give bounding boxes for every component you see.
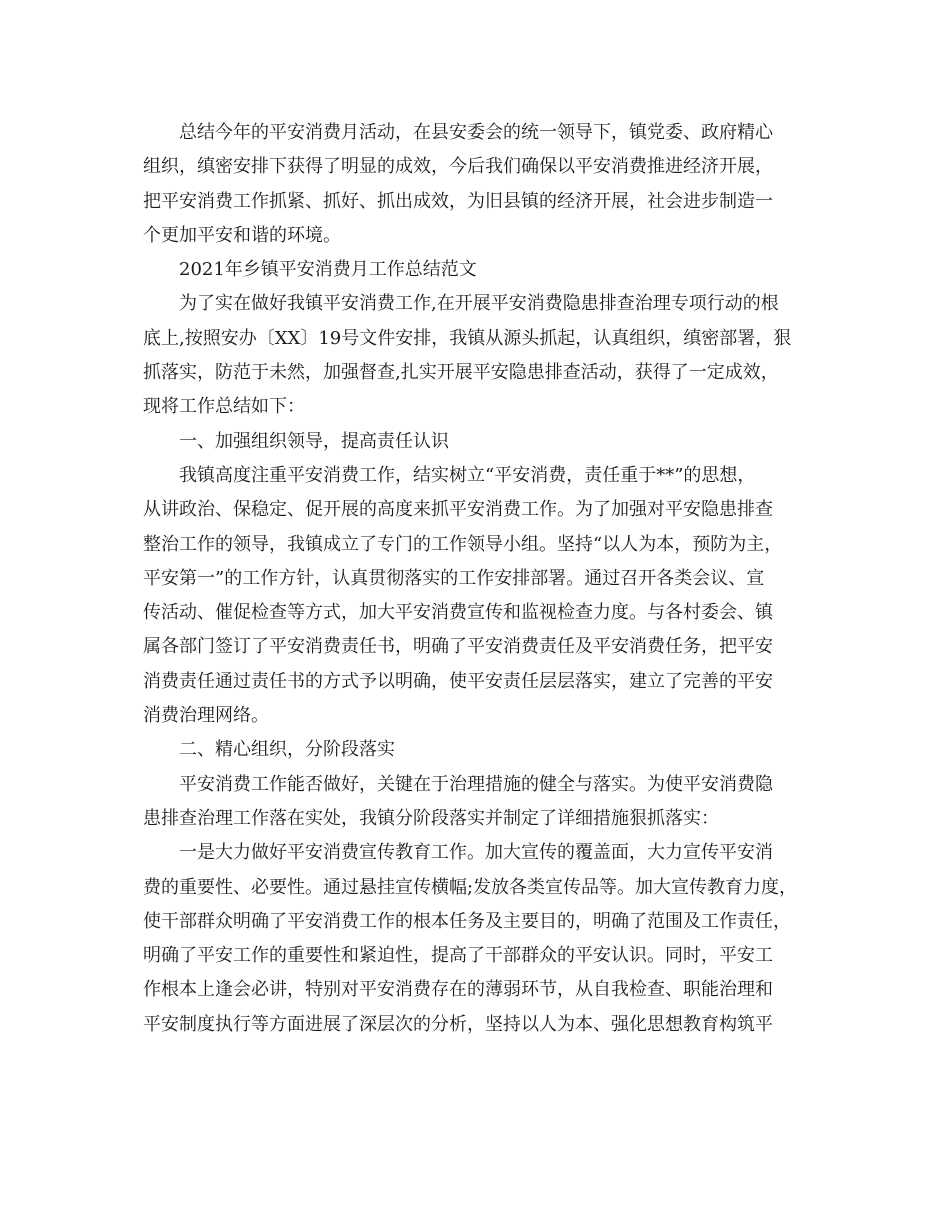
section-heading: 一、加强组织领导，提高责任认识 [179,430,449,452]
paragraph-line: 底上,按照安办〔XX〕19号文件安排，我镇从源头抓起，认真组织，缜密部署，狠 [143,327,792,349]
paragraph-line: 一是大力做好平安消费宣传教育工作。加大宣传的覆盖面，大力宣传平安消 [179,842,773,864]
paragraph-line: 明确了平安工作的重要性和紧迫性，提高了干部群众的平安认识。同时，平安工 [143,945,773,967]
paragraph-line: 从讲政治、保稳定、促开展的高度来抓平安消费工作。为了加强对平安隐患排查 [143,499,773,521]
paragraph-line: 平安第一”的工作方针，认真贯彻落实的工作安排部署。通过召开各类会议、宣 [143,567,765,589]
paragraph-line: 患排查治理工作落在实处，我镇分阶段落实并制定了详细措施狠抓落实： [143,807,719,829]
paragraph-line: 我镇高度注重平安消费工作，结实树立“平安消费，责任重于**”的思想， [179,464,756,486]
paragraph-line: 为了实在做好我镇平安消费工作,在开展平安消费隐患排查治理专项行动的根 [179,293,779,315]
paragraph-line: 费的重要性、必要性。通过悬挂宣传横幅;发放各类宣传品等。加大宣传教育力度， [143,876,798,898]
paragraph-line: 平安制度执行等方面进展了深层次的分析，坚持以人为本、强化思想教育构筑平 [143,1013,773,1035]
paragraph-line: 使干部群众明确了平安消费工作的根本任务及主要目的，明确了范围及工作责任， [143,910,791,932]
paragraph-line: 把平安消费工作抓紧、抓好、抓出成效，为旧县镇的经济开展，社会进步制造一 [143,190,773,212]
paragraph-line: 组织，缜密安排下获得了明显的成效，今后我们确保以平安消费推进经济开展， [143,156,773,178]
paragraph-line: 抓落实，防范于未然，加强督查,扎实开展平安隐患排查活动，获得了一定成效， [143,362,779,384]
document-title: 2021年乡镇平安消费月工作总结范文 [179,259,477,281]
paragraph-line: 传活动、催促检查等方式，加大平安消费宣传和监视检查力度。与各村委会、镇 [143,602,773,624]
paragraph-line: 平安消费工作能否做好，关键在于治理措施的健全与落实。为使平安消费隐 [179,773,773,795]
paragraph-line: 现将工作总结如下： [143,396,305,418]
paragraph-line: 整治工作的领导，我镇成立了专门的工作领导小组。坚持“以人为本，预防为主， [143,533,783,555]
paragraph-line: 消费责任通过责任书的方式予以明确，使平安责任层层落实，建立了完善的平安 [143,670,773,692]
paragraph-line: 属各部门签订了平安消费责任书，明确了平安消费责任及平安消费任务，把平安 [143,636,773,658]
document-body [143,116,808,1042]
section-heading: 二、精心组织，分阶段落实 [179,739,395,761]
paragraph-line: 消费治理网络。 [143,705,269,727]
paragraph-line: 作根本上逢会必讲，特别对平安消费存在的薄弱环节，从自我检查、职能治理和 [143,979,773,1001]
paragraph-line: 个更加平安和谐的环境。 [143,224,341,246]
paragraph-line: 总结今年的平安消费月活动，在县安委会的统一领导下，镇党委、政府精心 [179,122,773,143]
